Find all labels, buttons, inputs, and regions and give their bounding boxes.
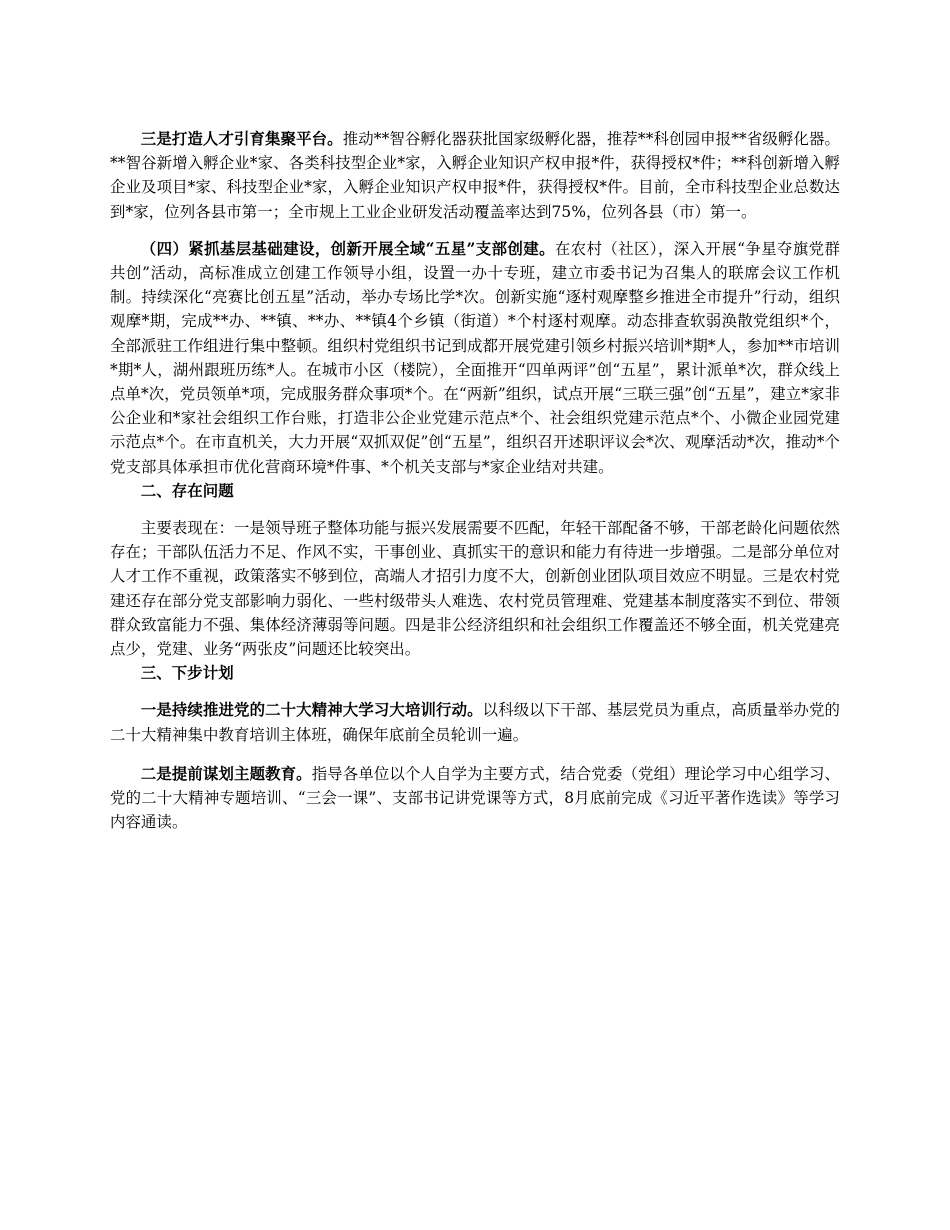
- section-heading-problems: 二、存在问题: [140, 481, 234, 500]
- paragraph-body: 在农村（社区），深入开展“争星夺旗党群共创”活动，高标准成立创建工作领导小组，设置一办十专班，建立市委书记为召集人的联席会议工作机制。持续深化“亮赛比创五星”活动，举办专场比学*次。创新实施“逐村观摩整乡推进全市提升”行动，组织观摩*期，完成**办、**镇、**办、**镇4个乡镇（街道）*个村逐村观摩。动态排查软弱涣散党组织*个，全部派驻工作组进行集中整顿。组织村党组织书记到成都开展党建引领乡村振兴培训*期*人，参加**市培训*期*人，湖州跟班历练*人。在城市小区（楼院），全面推开“四单两评”创“五星”，累计派单*次，群众线上点单*次，党员领单*项，完成服务群众事项*个。在“两新”组织，试点开展“三联三强”创“五星”，建立*家非公企业和*家社会组织工作台账，打造非公企业党建示范点*个、社会组织党建示范点*个、小微企业园党建示范点*个。在市直机关，大力开展“双抓双促”创“五星”，组织召开述职评议会*次、观摩活动*次，推动*个党支部具体承担市优化营商环境*件事、*个机关支部与*家企业结对共建。: [110, 239, 840, 476]
- paragraph-talent-platform: [110, 127, 840, 224]
- paragraph-lead: 三是打造人才引育集聚平台。: [140, 130, 343, 148]
- document-page: [110, 127, 840, 834]
- paragraph-lead: （四）紧抓基层基础建设，创新开展全域“五星”支部创建。: [140, 239, 555, 258]
- paragraph-lead: 二是提前谋划主题教育。: [140, 764, 312, 783]
- section-heading-next-steps: 三、下步计划: [140, 664, 234, 683]
- paragraph-body: 推动**智谷孵化器获批国家级孵化器，推荐**科创园申报**省级孵化器。**智谷新增入孵企业*家、各类科技型企业*家，入孵企业知识产权申报*件，获得授权*件；**科创新增入孵企业及项目*家、科技型企业*家，入孵企业知识产权申报*件，获得授权*件。目前，全市科技型企业总数达到*家，位列各县市第一；全市规上工业企业研发活动覆盖率达到75%，位列各县（市）第一。: [110, 130, 840, 221]
- paragraph-lead: 一是持续推进党的二十大精神大学习大培训行动。: [140, 701, 483, 720]
- paragraph-body: 主要表现在：一是领导班子整体功能与振兴发展需要不匹配，年轻干部配备不够，干部老龄化问题依然存在；干部队伍活力不足、作风不实，干事创业、真抓实干的意识和能力有待进一步增强。二是部分单位对人才工作不重视，政策落实不够到位，高端人才招引力度不大，创新创业团队项目效应不明显。三是农村党建还存在部分党支部影响力弱化、一些村级带头人难选、农村党员管理难、党建基本制度落实不到位、带领群众致富能力不强、集体经济薄弱等问题。四是非公经济组织和社会组织工作覆盖还不够全面，机关党建亮点少，党建、业务“两张皮”问题还比较突出。: [110, 519, 840, 659]
- paragraph-body: 以科级以下干部、基层党员为重点，高质量举办党的二十大精神集中教育培训主体班，确保年底前全员轮训一遍。: [110, 701, 840, 744]
- paragraph-five-star-branch: [110, 237, 840, 479]
- paragraph-theme-education: [110, 762, 840, 835]
- paragraph-body: 指导各单位以个人自学为主要方式，结合党委（党组）理论学习中心组学习、党的二十大精神专题培训、“三会一课”、支部书记讲党课等方式，8月底前完成《习近平著作选读》等学习内容通读。: [110, 764, 840, 832]
- paragraph-problems: [110, 516, 840, 661]
- paragraph-training-action: [110, 698, 840, 746]
